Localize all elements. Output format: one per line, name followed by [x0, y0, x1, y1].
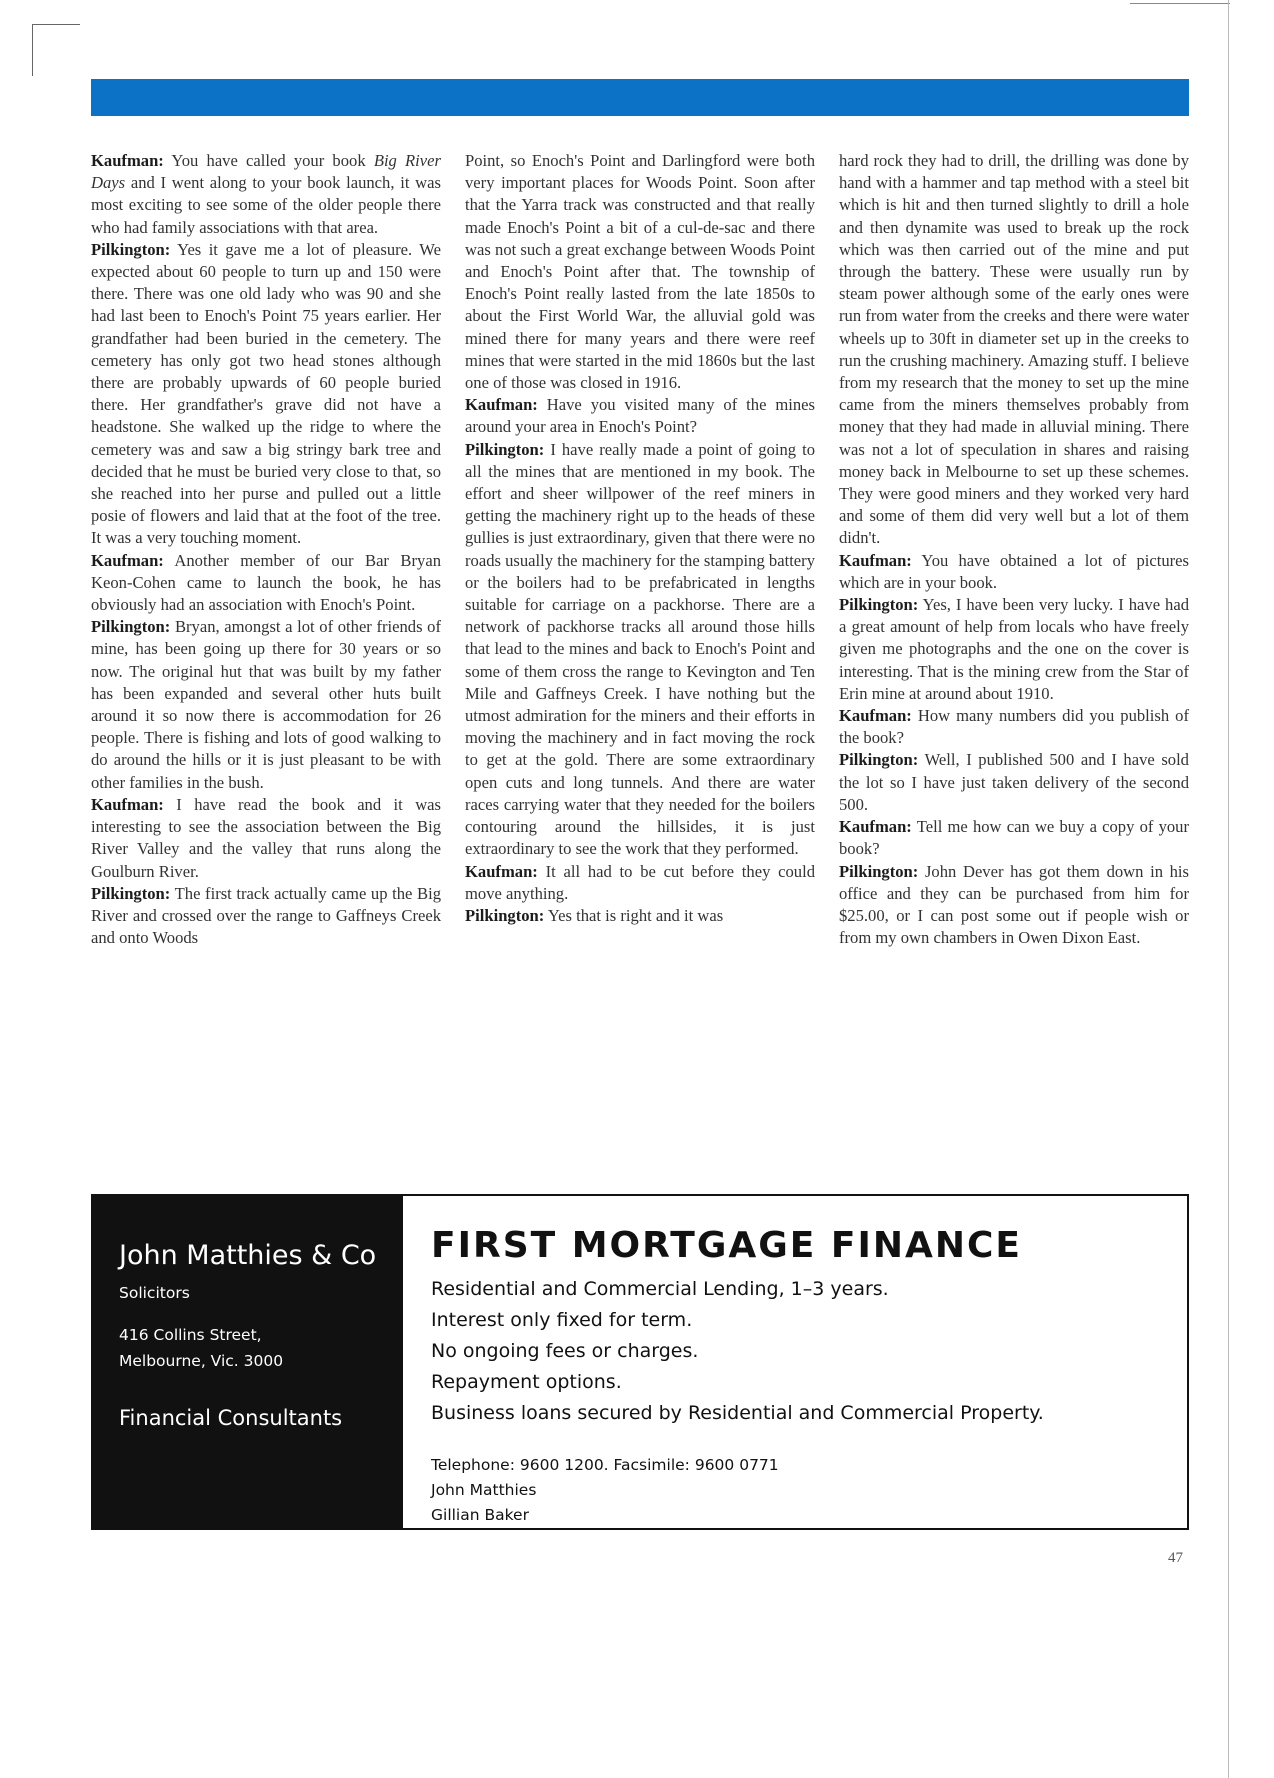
speaker-label: Kaufman:: [839, 706, 912, 726]
firm-tagline: Financial Consultants: [119, 1406, 343, 1430]
speaker-label: Pilkington:: [465, 439, 545, 459]
paragraph-text: Yes, I have been very lucky. I have had a great amount of help from locals who have freely given me photographs and the one on the cover is interesting. That is the mining crew from the Star of Erin mine at around about 1910.: [839, 595, 1189, 703]
paragraph: [91, 550, 441, 617]
paragraph: [465, 905, 815, 927]
paragraph: [465, 394, 815, 438]
ad-firm-panel: [93, 1196, 403, 1528]
speaker-label: Kaufman:: [91, 550, 164, 570]
paragraph-text: hard rock they had to drill, the drilling was done by hand with a hammer and tap method with a steel bit which is hit and then turned slightly to drill a hole and then dynamite was used to break up the rock which was then carried out of the mine and put through the battery. These were usually run by steam power although some of the early ones were run from water from the creeks and there were water wheels up to 30ft in diameter set up in the creeks to run the crushing machinery. Amazing stuff. I believe from my research that the money to set up the mine came from the miners themselves probably from money that they had made in alluvial mining. There was not a lot of speculation in shares and raising money back in Melbourne to set up these schemes. They were good miners and they worked very hard and some of them did very well but a lot of them didn't.: [839, 151, 1189, 548]
paragraph: [91, 616, 441, 794]
address-line: Melbourne, Vic. 3000: [119, 1352, 284, 1370]
speaker-label: Pilkington:: [839, 861, 919, 881]
text-column-2: [465, 150, 815, 927]
text-column-3: [839, 150, 1189, 949]
paragraph: [465, 150, 815, 394]
paragraph-text: It all had to be cut before they could move anything.: [465, 861, 815, 903]
paragraph: [839, 749, 1189, 816]
paragraph: [91, 239, 441, 550]
ad-headline: FIRST MORTGAGE FINANCE: [431, 1225, 1023, 1266]
paragraph: [839, 705, 1189, 749]
paragraph-text: Have you visited many of the mines around your area in Enoch's Point?: [465, 395, 815, 437]
paragraph-text: Yes it gave me a lot of pleasure. We expected about 60 people to turn up and 150 were there. There was one old lady who was 90 and she had last been to Enoch's Point 75 years earlier. Her grandfather had been buried in the cemetery. The cemetery has only got two head stones although there are probably upwards of 60 people buried there. Her grandfather's grave did not have a headstone. She walked up the ridge to where the cemetery was and saw a big stringy bark tree and decided that he must be buried very close to that, so she reached into her purse and pulled out a little posie of flowers and laid that at the foot of the tree. It was a very touching moment.: [91, 239, 441, 548]
paragraph-text: and I went along to your book launch, it was most exciting to see some of the older people there who had family associations with that area.: [91, 173, 441, 237]
offer-line: Interest only fixed for term.: [431, 1309, 693, 1331]
offer-line: Residential and Commercial Lending, 1–3 years.: [431, 1278, 889, 1300]
page-number: 47: [1168, 1550, 1183, 1566]
offer-line: Business loans secured by Residential and Commercial Property.: [431, 1402, 1044, 1424]
crop-mark-vertical: [32, 24, 33, 76]
address-line: 416 Collins Street,: [119, 1326, 262, 1344]
crop-mark-horizontal: [32, 24, 80, 25]
paragraph: [839, 816, 1189, 860]
paragraph-text: I have really made a point of going to all the mines that are mentioned in my book. The effort and sheer willpower of the reef miners in getting the machinery right up to the heads of these gullies is just extraordinary, given that there were no roads usually the machinery for the stamping battery or the boilers had to be prefabricated in lengths suitable for carriage on a packhorse. There are a network of packhorse tracks all around those hills that lead to the mines and back to Enoch's Point and some of them cross the range to Kevington and Ten Mile and Gaffneys Creek. I have nothing but the utmost admiration for the miners and their efforts in moving the machinery and in fact moving the rock to get at the gold. There are some extraordinary open cuts and long tunnels. And there are water races carrying water that they needed for the boilers contouring around the hillsides, it is just extraordinary to see the work that they performed.: [465, 439, 815, 859]
speaker-label: Kaufman:: [839, 817, 912, 837]
page-edge-rule: [1228, 0, 1229, 1778]
speaker-label: Kaufman:: [91, 794, 164, 814]
paragraph-text: Well, I published 500 and I have sold the lot so I have just taken delivery of the second 500.: [839, 750, 1189, 814]
paragraph: [91, 883, 441, 950]
paragraph: [91, 150, 441, 239]
speaker-label: Kaufman:: [839, 550, 912, 570]
ad-contact-block: [431, 1453, 1167, 1528]
paragraph-text: You have obtained a lot of pictures which are in your book.: [839, 550, 1189, 592]
firm-name: John Matthies & Co: [119, 1240, 377, 1271]
paragraph: [839, 150, 1189, 550]
paragraph-text: I have read the book and it was interesting to see the association between the Big River Valley and the valley that runs along the Goulburn River.: [91, 794, 441, 881]
paragraph-text: The first track actually came up the Big River and crossed over the range to Gaffneys Creek and onto Woods: [91, 883, 442, 948]
paragraph: [839, 550, 1189, 594]
text-column-1: [91, 150, 441, 949]
paragraph: [839, 861, 1189, 950]
paragraph: [839, 594, 1189, 705]
ad-offer-panel: [403, 1196, 1187, 1528]
paragraph-text: John Dever has got them down in his office and they can be purchased from him for $25.00, or I can post some out if people wish or from my own chambers in Owen Dixon East.: [839, 861, 1190, 948]
speaker-label: Pilkington:: [91, 239, 171, 259]
speaker-label: Pilkington:: [839, 595, 919, 615]
speaker-label: Pilkington:: [465, 905, 545, 925]
offer-line: No ongoing fees or charges.: [431, 1340, 699, 1362]
paragraph-text: Bryan, amongst a lot of other friends of mine, has been going up there for 30 years or so now. The original hut that was built by my father has been expanded and several other huts built around it so now there is accommodation for 26 people. There is fishing and lots of good walking to do around the hills or it is just pleasant to be with other families in the bush.: [91, 617, 441, 792]
paragraph: [465, 861, 815, 905]
paragraph-text: Another member of our Bar Bryan Keon-Cohen came to launch the book, he has obviously had an association with Enoch's Point.: [91, 550, 441, 615]
paragraph: [465, 439, 815, 861]
firm-type: Solicitors: [119, 1284, 190, 1302]
paragraph-text: Point, so Enoch's Point and Darlingford were both very important places for Woods Point. Soon after that the Yarra track was constructed and that really made Enoch's Point a bit of a cul-de-sac and there was not such a great exchange between Woods Point and Enoch's Point after that. The township of Enoch's Point really lasted from the late 1850s to about the First World War, the alluvial gold was mined there for many years and there were reef mines that were started in the mid 1860s but the last one of those was closed in 1916.: [465, 151, 815, 393]
speaker-label: Pilkington:: [91, 883, 171, 903]
speaker-label: Pilkington:: [91, 617, 171, 637]
book-title: Big River Days: [91, 151, 441, 193]
paragraph-text: You have called your book: [171, 151, 374, 170]
firm-address: [119, 1322, 383, 1374]
speaker-label: Pilkington:: [839, 750, 919, 770]
contact-name: Gillian Baker: [431, 1506, 529, 1524]
speaker-label: Kaufman:: [465, 861, 538, 881]
paragraph-text: Yes that is right and it was: [547, 905, 724, 925]
top-edge-rule: [1130, 3, 1230, 4]
phone-fax: Telephone: 9600 1200. Facsimile: 9600 0771: [431, 1456, 779, 1474]
offer-line: Repayment options.: [431, 1371, 622, 1393]
speaker-label: Kaufman:: [465, 395, 538, 415]
header-color-band: [91, 79, 1189, 116]
contact-name: John Matthies: [431, 1481, 537, 1499]
speaker-label: Kaufman:: [91, 151, 164, 170]
paragraph-text: How many numbers did you publish of the book?: [839, 706, 1189, 748]
advertisement-box: [91, 1194, 1189, 1530]
paragraph: [91, 794, 441, 883]
paragraph-text: Tell me how can we buy a copy of your book?: [839, 817, 1190, 859]
